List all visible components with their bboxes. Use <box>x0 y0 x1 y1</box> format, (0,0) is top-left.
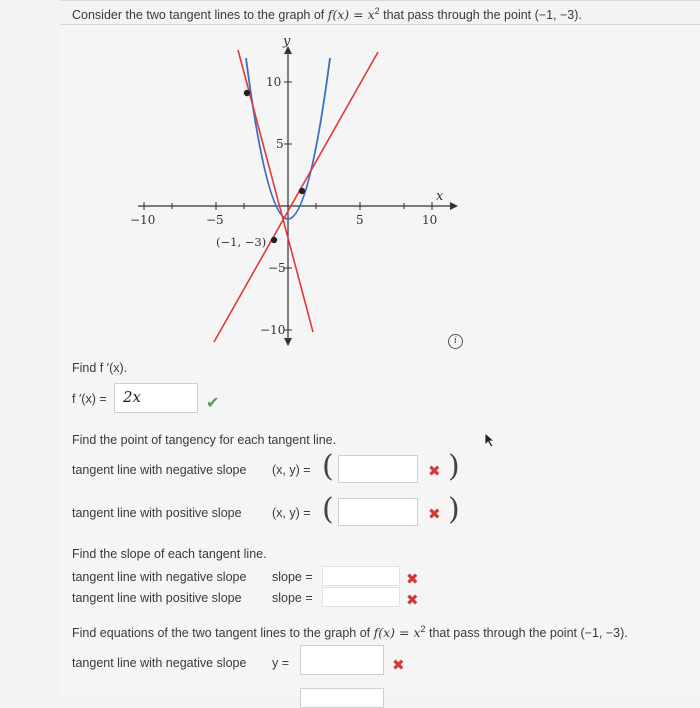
given-point <box>271 237 277 243</box>
part4-neg-label: tangent line with negative slope <box>72 656 247 670</box>
part3-pos-label: tangent line with positive slope <box>72 591 242 605</box>
y-tick-label: −10 <box>260 323 286 337</box>
tangent-line-positive <box>214 52 378 342</box>
intro-function: f(x) = x <box>327 7 375 23</box>
open-paren-pos: ( <box>322 492 334 527</box>
fprime-label: f ′(x) = <box>72 392 107 406</box>
tangent-eq-pos-input[interactable] <box>300 688 384 708</box>
part1-prompt: Find f ′(x). <box>72 361 128 375</box>
intro-suffix: that pass through the point (−1, −3). <box>379 8 582 23</box>
given-point-label: (−1, −3) <box>216 235 267 249</box>
x-tick-label: −5 <box>206 213 224 227</box>
part2-pos-label: tangent line with positive slope <box>72 506 242 520</box>
part2-pos-xy-label: (x, y) = <box>272 506 311 520</box>
tangency-point-positive <box>299 188 305 194</box>
part3-pos-slope-label: slope = <box>272 591 313 605</box>
fprime-answer-input[interactable]: 2x <box>114 383 198 413</box>
part4-suffix: that pass through the point (−1, −3). <box>425 626 628 641</box>
top-divider <box>60 0 700 1</box>
close-paren-neg: ) <box>448 449 460 484</box>
intro-prefix: Consider the two tangent lines to the graph of <box>72 8 328 23</box>
y-axis-label: y <box>283 34 291 49</box>
x-axis-arrow <box>450 202 458 210</box>
slope-pos-input[interactable] <box>322 587 400 607</box>
y-tick-label: −5 <box>268 261 286 275</box>
x-tick-label: 5 <box>356 213 364 227</box>
part2-neg-label: tangent line with negative slope <box>72 463 247 477</box>
wrong-x-icon: ✖ <box>428 462 441 480</box>
intro-exponent: 2 <box>374 6 380 16</box>
tangent-eq-neg-input[interactable] <box>300 645 384 675</box>
part2-prompt: Find the point of tangency for each tangent line. <box>72 433 337 447</box>
part4-prompt <box>72 624 628 640</box>
problem-statement <box>72 6 582 22</box>
y-axis-arrow-down <box>284 338 292 346</box>
part4-prefix: Find equations of the two tangent lines to the graph of <box>72 626 374 641</box>
part3-prompt: Find the slope of each tangent line. <box>72 547 267 561</box>
y-tick-label: 5 <box>276 137 284 151</box>
x-axis-label: x <box>436 189 444 204</box>
part2-neg-xy-label: (x, y) = <box>272 463 311 477</box>
x-tick-label: −10 <box>130 213 156 227</box>
open-paren-neg: ( <box>322 449 334 484</box>
x-tick-label: 10 <box>422 213 438 227</box>
info-icon[interactable]: i <box>448 334 463 349</box>
wrong-x-icon: ✖ <box>392 656 405 674</box>
mouse-cursor-icon <box>484 432 496 448</box>
correct-check-icon: ✔ <box>206 393 220 412</box>
part3-neg-slope-label: slope = <box>272 570 313 584</box>
part4-function: f(x) = x <box>373 625 421 641</box>
y-tick-label: 10 <box>266 75 282 89</box>
tangency-point-pos-input[interactable] <box>338 498 418 526</box>
part4-exponent: 2 <box>420 624 426 634</box>
slope-neg-input[interactable] <box>322 566 400 586</box>
wrong-x-icon: ✖ <box>428 505 441 523</box>
part3-neg-label: tangent line with negative slope <box>72 570 247 584</box>
tangency-point-neg-input[interactable] <box>338 455 418 483</box>
tangent-graph <box>120 30 460 350</box>
wrong-x-icon: ✖ <box>406 570 419 588</box>
wrong-x-icon: ✖ <box>406 591 419 609</box>
close-paren-pos: ) <box>448 492 460 527</box>
tangency-point-negative <box>244 90 250 96</box>
part4-y-label: y = <box>272 656 290 670</box>
